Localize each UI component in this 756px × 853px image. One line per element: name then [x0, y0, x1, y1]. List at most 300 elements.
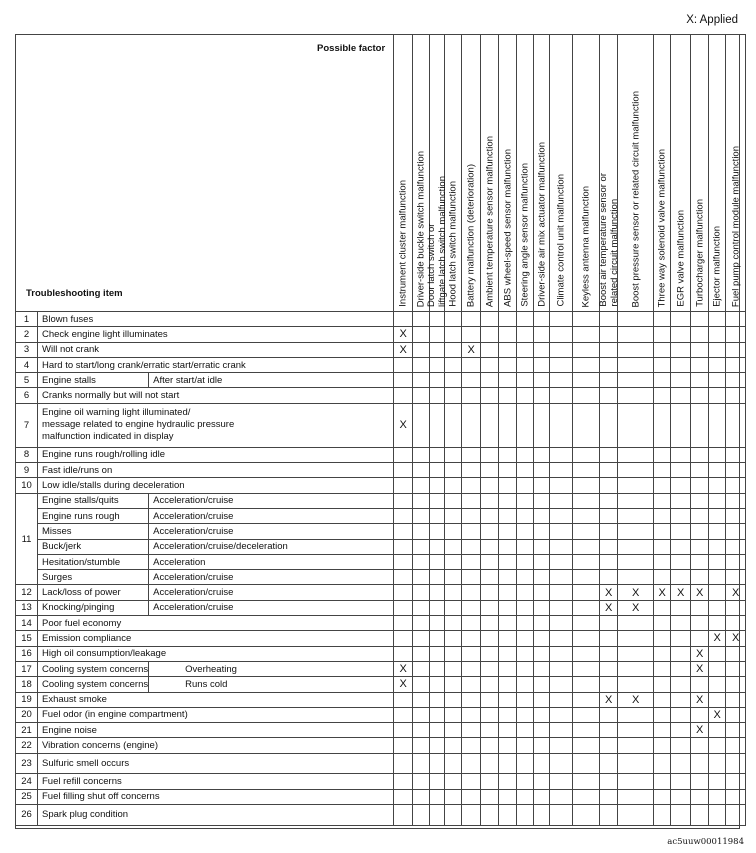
factor-header-14	[654, 35, 671, 312]
factor-cell	[726, 723, 746, 738]
factor-cell	[671, 357, 691, 372]
factor-header-16	[691, 35, 709, 312]
factor-cell	[517, 478, 534, 493]
factor-cell	[394, 493, 413, 508]
troubleshooting-item: Misses	[38, 524, 149, 539]
factor-cell	[481, 357, 499, 372]
table-row	[16, 646, 746, 661]
factor-cell	[709, 677, 726, 692]
table-row	[16, 707, 746, 722]
troubleshooting-item: Cooling system concerns	[38, 661, 149, 676]
factor-cell	[413, 570, 430, 585]
factor-cell	[726, 646, 746, 661]
row-number: 8	[16, 447, 38, 462]
factor-cell	[413, 524, 430, 539]
factor-cell	[709, 570, 726, 585]
factor-cell	[654, 738, 671, 753]
factor-cell	[709, 342, 726, 357]
factor-cell	[550, 616, 573, 631]
factor-cell	[481, 692, 499, 707]
factor-cell	[534, 600, 550, 615]
factor-cell	[462, 738, 481, 753]
factor-cell	[481, 539, 499, 554]
factor-cell	[481, 677, 499, 692]
factor-cell	[394, 357, 413, 372]
factor-cell	[462, 774, 481, 789]
factor-label-line: Hood latch switch malfunction	[447, 181, 459, 307]
factor-cell	[600, 774, 618, 789]
factor-cell	[499, 342, 517, 357]
factor-cell	[413, 463, 430, 478]
applied-mark: X	[394, 661, 413, 676]
applied-mark: X	[691, 585, 709, 600]
factor-cell	[726, 327, 746, 342]
row-number: 17	[16, 661, 38, 676]
factor-cell	[618, 805, 654, 826]
factor-cell	[550, 508, 573, 523]
factor-label	[694, 199, 705, 307]
factor-label	[730, 146, 741, 307]
factor-cell	[430, 463, 445, 478]
factor-cell	[462, 312, 481, 327]
factor-cell	[462, 789, 481, 804]
factor-cell	[445, 753, 462, 774]
factor-cell	[671, 677, 691, 692]
factor-cell	[413, 403, 430, 447]
factor-cell	[709, 646, 726, 661]
condition: Acceleration/cruise/deceleration	[149, 539, 394, 554]
factor-cell	[481, 774, 499, 789]
factor-cell	[499, 508, 517, 523]
factor-cell	[573, 774, 600, 789]
factor-cell	[691, 463, 709, 478]
factor-label-line: liftgate latch switch malfunction	[437, 176, 449, 307]
factor-cell	[430, 447, 445, 462]
row-number: 14	[16, 616, 38, 631]
table-row	[16, 789, 746, 804]
factor-cell	[600, 463, 618, 478]
factor-cell	[499, 738, 517, 753]
factor-cell	[709, 508, 726, 523]
factor-cell	[618, 463, 654, 478]
applied-mark: X	[691, 723, 709, 738]
factor-cell	[654, 646, 671, 661]
table-row	[16, 539, 746, 554]
factor-cell	[517, 447, 534, 462]
factor-cell	[534, 447, 550, 462]
factor-cell	[499, 805, 517, 826]
factor-cell	[600, 738, 618, 753]
factor-cell	[413, 373, 430, 388]
factor-header-5	[462, 35, 481, 312]
factor-cell	[499, 677, 517, 692]
factor-cell	[618, 539, 654, 554]
factor-cell	[413, 539, 430, 554]
troubleshooting-item: Blown fuses	[38, 312, 394, 327]
factor-cell	[499, 554, 517, 569]
factor-cell	[517, 312, 534, 327]
applied-mark: X	[394, 327, 413, 342]
factor-cell	[481, 524, 499, 539]
factor-cell	[618, 508, 654, 523]
factor-cell	[394, 753, 413, 774]
factor-cell	[534, 646, 550, 661]
factor-cell	[394, 631, 413, 646]
factor-cell	[445, 388, 462, 403]
factor-cell	[517, 327, 534, 342]
factor-cell	[573, 646, 600, 661]
troubleshooting-item: Exhaust smoke	[38, 692, 394, 707]
factor-cell	[691, 631, 709, 646]
factor-cell	[691, 789, 709, 804]
factor-cell	[534, 631, 550, 646]
table-row	[16, 677, 746, 692]
factor-cell	[445, 738, 462, 753]
factor-cell	[462, 373, 481, 388]
factor-cell	[534, 312, 550, 327]
factor-cell	[726, 661, 746, 676]
factor-cell	[654, 388, 671, 403]
factor-cell	[573, 616, 600, 631]
factor-cell	[618, 554, 654, 569]
factor-cell	[517, 524, 534, 539]
factor-cell	[430, 805, 445, 826]
factor-cell	[499, 388, 517, 403]
factor-label	[502, 149, 513, 307]
factor-cell	[550, 312, 573, 327]
row-number: 2	[16, 327, 38, 342]
factor-cell	[573, 677, 600, 692]
factor-cell	[481, 631, 499, 646]
condition: Acceleration/cruise	[149, 493, 394, 508]
factor-label	[466, 164, 477, 307]
factor-cell	[671, 554, 691, 569]
factor-cell	[550, 373, 573, 388]
applied-mark: X	[600, 585, 618, 600]
factor-cell	[671, 342, 691, 357]
factor-cell	[413, 738, 430, 753]
factor-cell	[499, 661, 517, 676]
factor-cell	[600, 677, 618, 692]
table-row	[16, 447, 746, 462]
factor-cell	[517, 738, 534, 753]
factor-label	[448, 181, 459, 307]
factor-cell	[671, 508, 691, 523]
factor-cell	[691, 753, 709, 774]
factor-cell	[462, 570, 481, 585]
factor-cell	[394, 570, 413, 585]
factor-cell	[481, 508, 499, 523]
applied-mark: X	[600, 692, 618, 707]
factor-cell	[600, 707, 618, 722]
factor-cell	[517, 342, 534, 357]
factor-cell	[499, 570, 517, 585]
table-row	[16, 373, 746, 388]
condition: Acceleration/cruise	[149, 600, 394, 615]
factor-cell	[394, 692, 413, 707]
factor-cell	[709, 805, 726, 826]
factor-cell	[618, 753, 654, 774]
factor-cell	[709, 524, 726, 539]
factor-cell	[430, 723, 445, 738]
factor-header-3	[426, 35, 449, 312]
factor-cell	[709, 585, 726, 600]
factor-cell	[413, 554, 430, 569]
factor-cell	[709, 753, 726, 774]
factor-cell	[445, 463, 462, 478]
factor-cell	[654, 327, 671, 342]
table-row	[16, 312, 746, 327]
factor-cell	[445, 312, 462, 327]
factor-cell	[481, 661, 499, 676]
condition: Acceleration/cruise	[149, 570, 394, 585]
factor-cell	[445, 805, 462, 826]
table-row	[16, 631, 746, 646]
factor-cell	[430, 707, 445, 722]
factor-cell	[499, 357, 517, 372]
troubleshooting-item: Spark plug condition	[38, 805, 394, 826]
factor-cell	[445, 342, 462, 357]
factor-cell	[671, 753, 691, 774]
factor-cell	[499, 774, 517, 789]
factor-cell	[691, 677, 709, 692]
factor-cell	[430, 692, 445, 707]
factor-cell	[413, 493, 430, 508]
factor-label-line: related circuit malfunction	[608, 199, 620, 307]
factor-cell	[430, 388, 445, 403]
factor-cell	[481, 738, 499, 753]
row-number: 20	[16, 707, 38, 722]
factor-cell	[394, 447, 413, 462]
factor-cell	[654, 312, 671, 327]
row-number: 24	[16, 774, 38, 789]
factor-cell	[600, 570, 618, 585]
factor-cell	[499, 646, 517, 661]
factor-cell	[573, 312, 600, 327]
factor-cell	[573, 723, 600, 738]
factor-cell	[726, 478, 746, 493]
factor-cell	[600, 616, 618, 631]
factor-cell	[430, 774, 445, 789]
factor-cell	[462, 403, 481, 447]
factor-cell	[573, 707, 600, 722]
factor-cell	[517, 774, 534, 789]
row-number: 6	[16, 388, 38, 403]
row-number: 19	[16, 692, 38, 707]
applied-mark: X	[671, 585, 691, 600]
factor-cell	[499, 692, 517, 707]
factor-cell	[430, 738, 445, 753]
factor-cell	[550, 692, 573, 707]
factor-cell	[499, 463, 517, 478]
factor-header-15	[671, 35, 691, 312]
table-row	[16, 570, 746, 585]
factor-label	[657, 149, 668, 307]
applied-mark: X	[691, 661, 709, 676]
condition: Acceleration/cruise	[149, 524, 394, 539]
factor-cell	[445, 723, 462, 738]
factor-cell	[709, 539, 726, 554]
factor-label-line: ABS wheel-speed sensor malfunction	[502, 149, 514, 307]
factor-cell	[462, 677, 481, 692]
factor-header-1	[394, 35, 413, 312]
factor-cell	[413, 585, 430, 600]
factor-cell	[550, 805, 573, 826]
factor-cell	[481, 493, 499, 508]
factor-cell	[618, 774, 654, 789]
factor-cell	[534, 478, 550, 493]
factor-cell	[499, 723, 517, 738]
factor-cell	[709, 493, 726, 508]
row-number: 23	[16, 753, 38, 774]
applied-mark: X	[654, 585, 671, 600]
troubleshooting-item: Emission compliance	[38, 631, 394, 646]
factor-header-10	[550, 35, 573, 312]
troubleshooting-item: Fuel filling shut off concerns	[38, 789, 394, 804]
factor-cell	[499, 616, 517, 631]
applied-mark: X	[726, 585, 746, 600]
factor-cell	[671, 524, 691, 539]
factor-cell	[517, 388, 534, 403]
applied-mark: X	[726, 631, 746, 646]
factor-cell	[481, 585, 499, 600]
troubleshooting-item: Low idle/stalls during deceleration	[38, 478, 394, 493]
factor-cell	[709, 600, 726, 615]
factor-cell	[394, 585, 413, 600]
factor-cell	[534, 493, 550, 508]
factor-cell	[394, 707, 413, 722]
factor-cell	[517, 723, 534, 738]
factor-cell	[550, 738, 573, 753]
table-row	[16, 554, 746, 569]
factor-cell	[691, 493, 709, 508]
troubleshooting-item: Engine oil warning light illuminated/ message related to engine hydraulic pressure malfunction indicated in display	[38, 403, 394, 447]
factor-cell	[517, 570, 534, 585]
factor-label-line: Fuel pump control module malfunction	[730, 145, 742, 307]
factor-cell	[499, 539, 517, 554]
factor-cell	[534, 554, 550, 569]
factor-cell	[550, 789, 573, 804]
factor-cell	[550, 723, 573, 738]
factor-cell	[726, 753, 746, 774]
factor-cell	[573, 388, 600, 403]
factor-cell	[618, 478, 654, 493]
factor-cell	[550, 600, 573, 615]
factor-cell	[445, 646, 462, 661]
factor-cell	[573, 661, 600, 676]
factor-cell	[534, 738, 550, 753]
factor-cell	[534, 357, 550, 372]
factor-cell	[481, 478, 499, 493]
factor-cell	[709, 616, 726, 631]
factor-label-line: Ejector malfunction	[711, 226, 723, 307]
factor-cell	[445, 508, 462, 523]
factor-cell	[445, 600, 462, 615]
factor-label-line: Boost pressure sensor or related circuit malfunction	[630, 90, 642, 307]
factor-cell	[671, 373, 691, 388]
factor-cell	[550, 524, 573, 539]
factor-cell	[445, 692, 462, 707]
factor-label-line: Door latch switch or	[426, 223, 438, 307]
row-number: 1	[16, 312, 38, 327]
factor-header-12	[597, 35, 620, 312]
troubleshooting-item: Fast idle/runs on	[38, 463, 394, 478]
factor-cell	[481, 447, 499, 462]
factor-cell	[671, 600, 691, 615]
condition: Runs cold	[149, 677, 394, 692]
factor-cell	[413, 661, 430, 676]
factor-cell	[445, 447, 462, 462]
factor-cell	[550, 707, 573, 722]
troubleshooting-item: Buck/jerk	[38, 539, 149, 554]
factor-cell	[709, 388, 726, 403]
factor-cell	[573, 463, 600, 478]
troubleshooting-item: Engine stalls	[38, 373, 149, 388]
factor-cell	[618, 789, 654, 804]
factor-cell	[430, 616, 445, 631]
factor-cell	[481, 463, 499, 478]
row-number: 7	[16, 403, 38, 447]
factor-cell	[499, 789, 517, 804]
factor-cell	[394, 723, 413, 738]
factor-cell	[462, 753, 481, 774]
factor-cell	[573, 327, 600, 342]
factor-cell	[691, 774, 709, 789]
factor-cell	[499, 447, 517, 462]
factor-cell	[445, 493, 462, 508]
factor-cell	[517, 600, 534, 615]
factor-cell	[430, 661, 445, 676]
factor-cell	[726, 554, 746, 569]
factor-cell	[462, 493, 481, 508]
factor-cell	[709, 357, 726, 372]
factor-cell	[430, 539, 445, 554]
factor-label	[536, 142, 547, 307]
factor-cell	[671, 539, 691, 554]
factor-cell	[394, 508, 413, 523]
factor-cell	[600, 403, 618, 447]
troubleshooting-item: Fuel odor (in engine compartment)	[38, 707, 394, 722]
factor-cell	[534, 723, 550, 738]
troubleshooting-item: Engine runs rough/rolling idle	[38, 447, 394, 462]
factor-label	[520, 163, 531, 307]
condition: Acceleration/cruise	[149, 585, 394, 600]
factor-cell	[709, 403, 726, 447]
factor-cell	[671, 463, 691, 478]
factor-cell	[462, 508, 481, 523]
factor-cell	[654, 616, 671, 631]
factor-cell	[709, 723, 726, 738]
factor-cell	[618, 524, 654, 539]
troubleshooting-table	[15, 34, 746, 826]
factor-cell	[726, 677, 746, 692]
troubleshooting-item: Lack/loss of power	[38, 585, 149, 600]
factor-cell	[550, 539, 573, 554]
factor-cell	[394, 388, 413, 403]
factor-header-4	[445, 35, 462, 312]
factor-cell	[430, 508, 445, 523]
factor-cell	[573, 447, 600, 462]
factor-cell	[517, 646, 534, 661]
factor-cell	[499, 524, 517, 539]
factor-cell	[481, 312, 499, 327]
factor-cell	[600, 327, 618, 342]
condition: Overheating	[149, 661, 394, 676]
factor-cell	[573, 403, 600, 447]
factor-cell	[691, 388, 709, 403]
factor-cell	[445, 570, 462, 585]
troubleshooting-item: Vibration concerns (engine)	[38, 738, 394, 753]
